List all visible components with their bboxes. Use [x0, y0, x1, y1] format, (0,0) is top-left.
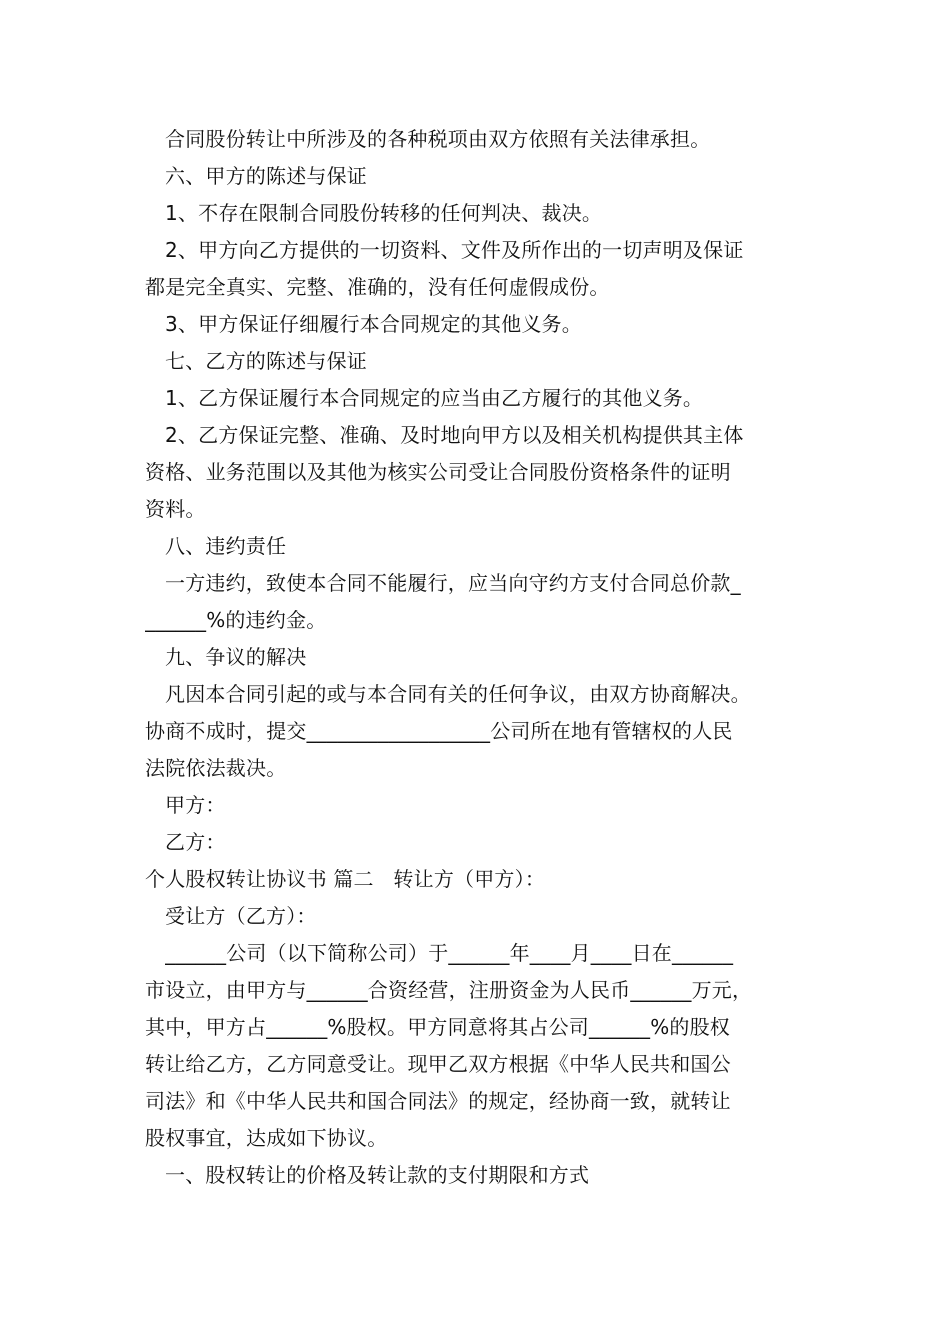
paragraph-line: 司法》和《中华人民共和国合同法》的规定，经协商一致，就转让 [145, 1089, 731, 1113]
paragraph-line: 2、甲方向乙方提供的一切资料、文件及所作出的一切声明及保证 [165, 238, 744, 262]
paragraph-line: 1、乙方保证履行本合同规定的应当由乙方履行的其他义务。 [165, 386, 704, 410]
section-heading: 八、违约责任 [165, 534, 287, 558]
party-a-signature: 甲方： [165, 793, 226, 817]
document-title-line: 个人股权转让协议书 篇二 转让方（甲方）： [145, 867, 546, 891]
paragraph-line: 受让方（乙方）： [165, 904, 317, 928]
paragraph-line: 一方违约，致使本合同不能履行，应当向守约方支付合同总价款_ [165, 571, 741, 595]
section-heading: 一、股权转让的价格及转让款的支付期限和方式 [165, 1163, 590, 1187]
paragraph-line: 协商不成时，提交__________________公司所在地有管辖权的人民 [145, 719, 733, 743]
paragraph-line: ______公司（以下简称公司）于______年____月____日在______ [165, 941, 734, 965]
paragraph-line: 凡因本合同引起的或与本合同有关的任何争议，由双方协商解决。 [165, 682, 751, 706]
party-b-signature: 乙方： [165, 830, 226, 854]
paragraph-line: 1、不存在限制合同股份转移的任何判决、裁决。 [165, 201, 603, 225]
paragraph-line: 2、乙方保证完整、准确、及时地向甲方以及相关机构提供其主体 [165, 423, 744, 447]
paragraph-line: ______%的违约金。 [145, 608, 327, 632]
paragraph-line: 法院依法裁决。 [145, 756, 287, 780]
paragraph-line: 市设立，由甲方与______合资经营，注册资金为人民币______万元， [145, 978, 753, 1002]
paragraph-line: 其中，甲方占______%股权。甲方同意将其占公司______%的股权 [145, 1015, 731, 1039]
section-heading: 六、甲方的陈述与保证 [165, 164, 367, 188]
paragraph-line: 合同股份转让中所涉及的各种税项由双方依照有关法律承担。 [165, 127, 711, 151]
section-heading: 七、乙方的陈述与保证 [165, 349, 367, 373]
paragraph-line: 资格、业务范围以及其他为核实公司受让合同股份资格条件的证明 [145, 460, 731, 484]
paragraph-line: 转让给乙方，乙方同意受让。现甲乙双方根据《中华人民共和国公 [145, 1052, 731, 1076]
paragraph-line: 3、甲方保证仔细履行本合同规定的其他义务。 [165, 312, 582, 336]
paragraph-line: 资料。 [145, 497, 206, 521]
paragraph-line: 股权事宜，达成如下协议。 [145, 1126, 388, 1150]
paragraph-line: 都是完全真实、完整、准确的，没有任何虚假成份。 [145, 275, 610, 299]
section-heading: 九、争议的解决 [165, 645, 307, 669]
